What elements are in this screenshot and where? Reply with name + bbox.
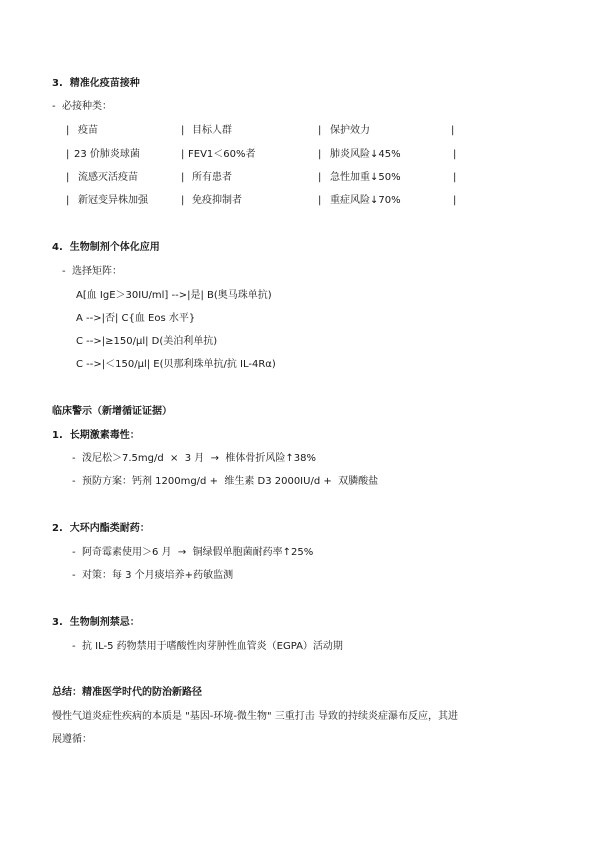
table-cell: 肺炎风险↓45%: [330, 149, 401, 160]
warning-2-title: 2. 大环内酯类耐药：: [52, 523, 150, 534]
matrix-line: A -->|否| C{血 Eos 水平}: [76, 313, 196, 324]
table-cell: 新冠变异株加强: [78, 195, 148, 206]
warnings-title: 临床警示（新增循证证据）: [52, 406, 172, 417]
summary-title: 总结：精准医学时代的防治新路径: [52, 687, 202, 698]
table-pipe: |: [66, 172, 70, 183]
table-pipe: |: [318, 172, 322, 183]
warning-1-title: 1. 长期激素毒性：: [52, 430, 140, 441]
warning-2-item: - 对策：每 3 个月痰培养+药敏监测: [72, 570, 234, 581]
warning-3-title: 3. 生物制剂禁忌：: [52, 617, 140, 628]
table-cell: 重症风险↓70%: [330, 195, 401, 206]
table-pipe: |: [181, 125, 185, 136]
table-cell: 免疫抑制者: [192, 195, 242, 206]
matrix-line: A[血 IgE＞30IU/ml] -->|是| B(奥马珠单抗): [76, 290, 272, 301]
table-pipe: |: [453, 195, 457, 206]
summary-line: 慢性气道炎症性疾病的本质是 "基因-环境-微生物" 三重打击 导致的持续炎症瀑布反应，其进: [52, 711, 458, 722]
matrix-line: C -->|＜150/μl| E(贝那利珠单抗/抗 IL-4Rα): [76, 359, 276, 370]
table-cell: 23 价肺炎球菌: [74, 149, 140, 160]
summary-line: 展遵循：: [52, 734, 92, 745]
table-pipe: |: [66, 149, 70, 160]
table-cell: 所有患者: [192, 172, 232, 183]
table-pipe: |: [453, 149, 457, 160]
table-header-efficacy: 保护效力: [330, 125, 370, 136]
table-pipe: |: [181, 172, 185, 183]
section-4-title: 4. 生物制剂个体化应用: [52, 242, 160, 253]
table-pipe: |: [318, 125, 322, 136]
table-cell: 流感灭活疫苗: [78, 172, 138, 183]
section-3-title: 3. 精准化疫苗接种: [52, 78, 140, 89]
table-pipe: |: [181, 149, 185, 160]
table-cell: 急性加重↓50%: [330, 172, 401, 183]
table-pipe: |: [66, 195, 70, 206]
table-pipe: |: [318, 149, 322, 160]
warning-1-item: - 预防方案：钙剂 1200mg/d + 维生素 D3 2000IU/d + 双膦酸盐: [72, 476, 379, 487]
warning-1-item: - 泼尼松＞7.5mg/d × 3 月 → 椎体骨折风险↑38%: [72, 453, 317, 464]
table-pipe: |: [66, 125, 70, 136]
table-pipe: |: [181, 195, 185, 206]
table-cell: FEV1＜60%者: [188, 149, 256, 160]
table-header-vaccine: 疫苗: [78, 125, 98, 136]
section-3-subtitle: - 必接种类：: [52, 101, 112, 112]
table-pipe: |: [451, 125, 455, 136]
matrix-line: C -->|≥150/μl| D(美泊利单抗): [76, 336, 218, 347]
section-4-subtitle: - 选择矩阵：: [62, 266, 122, 277]
warning-2-item: - 阿奇霉素使用＞6 月 → 铜绿假单胞菌耐药率↑25%: [72, 547, 314, 558]
warning-3-item: - 抗 IL-5 药物禁用于嗜酸性肉芽肿性血管炎（EGPA）活动期: [72, 641, 343, 652]
table-pipe: |: [318, 195, 322, 206]
table-header-target: 目标人群: [192, 125, 232, 136]
table-pipe: |: [453, 172, 457, 183]
